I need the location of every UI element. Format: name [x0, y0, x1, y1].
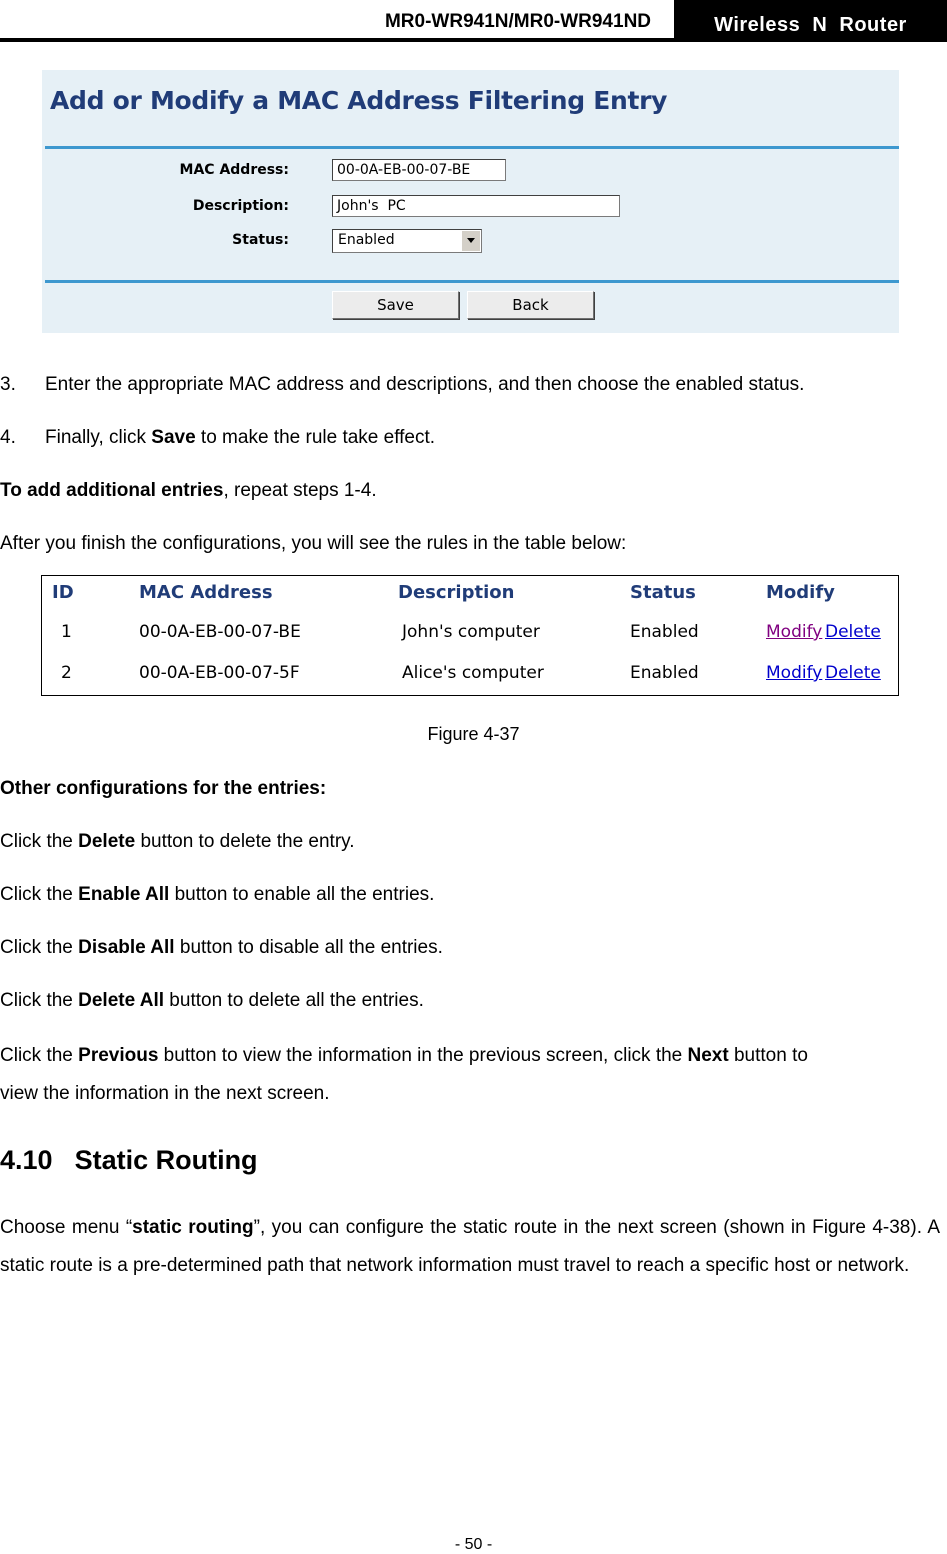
other-config-heading: Other configurations for the entries:	[0, 778, 327, 799]
row-id: 1	[61, 622, 72, 642]
click-delete-paragraph: Click the Delete button to delete the entry.	[0, 831, 355, 852]
after-paragraph: After you finish the configurations, you will see the rules in the table below:	[0, 533, 627, 554]
row-description: John's computer	[402, 622, 540, 642]
section-heading	[0, 1145, 258, 1176]
step-text: Enter the appropriate MAC address and descriptions, and then choose the enabled status.	[45, 374, 805, 395]
status-label: Status:	[232, 232, 289, 248]
click-disable-all-paragraph: Click the Disable All button to disable all the entries.	[0, 937, 443, 958]
header-model: MR0-WR941N/MR0-WR941ND	[384, 11, 652, 32]
delete-link[interactable]: Delete	[825, 622, 881, 642]
section-title: Static Routing	[74, 1145, 258, 1175]
click-enable-all-paragraph: Click the Enable All button to enable all the entries.	[0, 884, 435, 905]
col-header-status: Status	[630, 582, 696, 603]
modify-link[interactable]: Modify	[766, 663, 823, 683]
delete-link[interactable]: Delete	[825, 663, 881, 683]
mac-address-label: MAC Address:	[179, 162, 289, 178]
step-text: Finally, click Save to make the rule take effect.	[45, 427, 436, 448]
chevron-down-icon[interactable]	[461, 231, 480, 251]
form-top-rule	[45, 146, 899, 149]
description-input[interactable]: John's PC	[332, 195, 620, 217]
header-product-box: Wireless N Router	[674, 0, 947, 42]
row-id: 2	[61, 663, 72, 683]
static-routing-paragraph: Choose menu “static routing”, you can configure the static route in the next screen (shown in Figure 4-38). A static route is a pre-determined path that network information must travel to reach a specific host or network.	[0, 1217, 941, 1276]
add-more-paragraph: To add additional entries, repeat steps 1-4.	[0, 480, 377, 501]
row-status: Enabled	[630, 622, 699, 642]
row-status: Enabled	[630, 663, 699, 683]
col-header-description: Description	[398, 582, 515, 603]
section-number: 4.10	[0, 1145, 53, 1175]
row-mac: 00-0A-EB-00-07-5F	[139, 663, 300, 683]
prev-next-paragraph-line2: view the information in the next screen.	[0, 1083, 330, 1104]
col-header-mac: MAC Address	[139, 582, 273, 603]
mac-filter-form-screenshot	[42, 70, 899, 333]
col-header-id: ID	[52, 582, 74, 603]
step-number: 3.	[0, 374, 16, 395]
row-description: Alice's computer	[402, 663, 544, 683]
row-mac: 00-0A-EB-00-07-BE	[139, 622, 301, 642]
prev-next-paragraph-line1: Click the Previous button to view the information in the previous screen, click the Next button to	[0, 1045, 808, 1066]
header-rule	[0, 38, 674, 42]
modify-link[interactable]: Modify	[766, 622, 823, 642]
back-button[interactable]: Back	[467, 291, 594, 319]
figure-caption: Figure 4-37	[427, 724, 520, 744]
click-delete-all-paragraph: Click the Delete All button to delete all the entries.	[0, 990, 424, 1011]
status-select[interactable]	[332, 229, 482, 253]
page-number: - 50 -	[454, 1536, 493, 1553]
mac-address-input[interactable]: 00-0A-EB-00-07-BE	[332, 159, 506, 181]
form-bottom-rule	[45, 280, 899, 283]
mac-filter-table-screenshot	[41, 575, 899, 696]
col-header-modify: Modify	[766, 582, 835, 603]
form-title: Add or Modify a MAC Address Filtering Entry	[50, 86, 668, 115]
status-select-value: Enabled	[338, 232, 395, 248]
description-label: Description:	[192, 198, 289, 214]
step-number: 4.	[0, 427, 16, 448]
save-button[interactable]: Save	[332, 291, 459, 319]
